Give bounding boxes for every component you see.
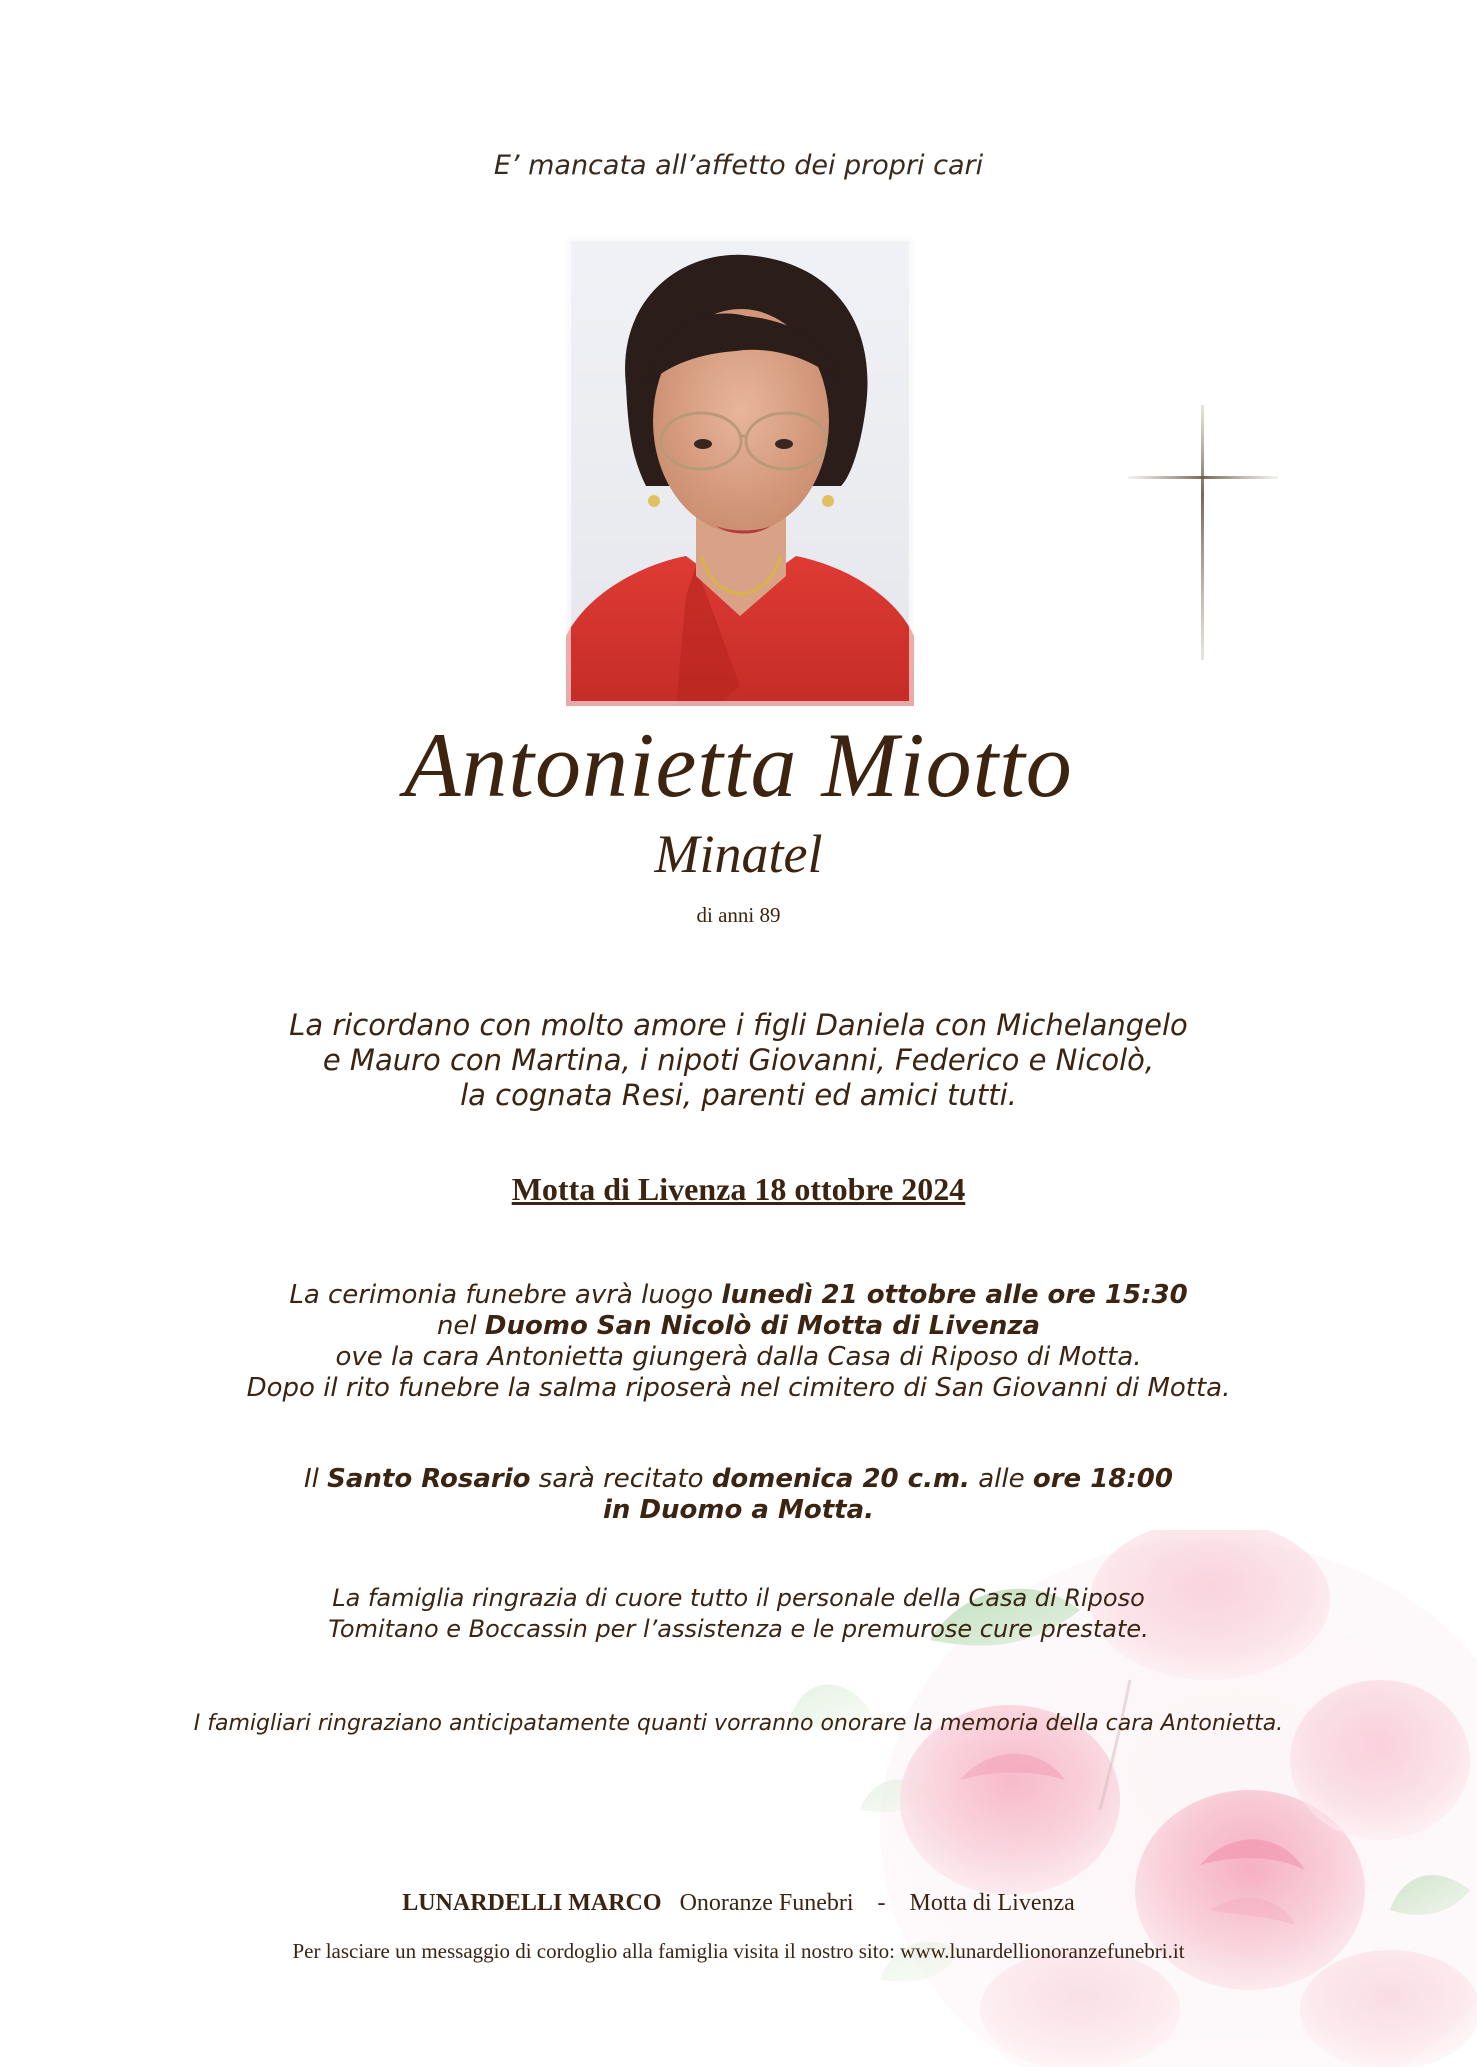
remembrance-line: La ricordano con molto amore i figli Daniela con Michelangelo xyxy=(289,1008,1188,1042)
thanks-line: Tomitano e Boccassin per l’assistenza e le premurose cure prestate. xyxy=(328,1615,1149,1643)
company-service: Onoranze Funebri xyxy=(679,1890,854,1916)
ceremony-line: Dopo il rito funebre la salma riposerà nel cimitero di San Giovanni di Motta. xyxy=(246,1373,1231,1403)
cross-icon xyxy=(1128,405,1278,665)
company-name: LUNARDELLI MARCO xyxy=(402,1890,662,1916)
remembrance-paragraph xyxy=(0,1008,1477,1113)
portrait-photo xyxy=(566,236,914,706)
footer-separator: - xyxy=(877,1890,886,1916)
rosary-time: ore 18:00 xyxy=(1032,1464,1173,1494)
ceremony-paragraph xyxy=(0,1280,1477,1404)
rosary-line xyxy=(0,1464,1477,1495)
rosary-name: Santo Rosario xyxy=(327,1464,531,1494)
deceased-name: Antonietta Miotto xyxy=(404,714,1073,816)
ceremony-text: nel xyxy=(436,1311,485,1341)
rosary-location: in Duomo a Motta. xyxy=(602,1495,875,1525)
remembrance-line: la cognata Resi, parenti ed amici tutti. xyxy=(460,1078,1017,1112)
remembrance-line: e Mauro con Martina, i nipoti Giovanni, Federico e Nicolò, xyxy=(322,1043,1155,1077)
ceremony-line xyxy=(0,1311,1477,1342)
rosary-text: sarà recitato xyxy=(530,1464,712,1494)
intro-text: E’ mancata all’affetto dei propri cari xyxy=(493,150,984,181)
thanks-line: La famiglia ringrazia di cuore tutto il personale della Casa di Riposo xyxy=(332,1584,1145,1612)
rosary-paragraph xyxy=(0,1464,1477,1526)
ceremony-date: lunedì 21 ottobre alle ore 15:30 xyxy=(721,1280,1188,1310)
ceremony-line: ove la cara Antonietta giungerà dalla Casa di Riposo di Motta. xyxy=(335,1342,1142,1372)
footer-message: Per lasciare un messaggio di cordoglio alla famiglia visita il nostro sito: www.lunardellionoranzefunebri.it xyxy=(292,1939,1185,1963)
thanks-paragraph xyxy=(0,1583,1477,1645)
final-thanks: I famigliari ringraziano anticipatamente quanti vorranno onorare la memoria della cara Antonietta. xyxy=(193,1711,1284,1736)
ceremony-location: Duomo San Nicolò di Motta di Livenza xyxy=(484,1311,1041,1341)
rosary-text: alle xyxy=(969,1464,1033,1494)
rosary-date: domenica 20 c.m. xyxy=(711,1464,970,1494)
maiden-name: Minatel xyxy=(654,824,823,884)
rosary-text: Il xyxy=(304,1464,328,1494)
company-town: Motta di Livenza xyxy=(909,1890,1075,1916)
ceremony-text: La cerimonia funebre avrà luogo xyxy=(289,1280,722,1310)
footer-company-line xyxy=(0,1890,1477,1917)
ceremony-line xyxy=(0,1280,1477,1311)
age-text: di anni 89 xyxy=(696,903,781,927)
place-date: Motta di Livenza 18 ottobre 2024 xyxy=(511,1171,966,1207)
